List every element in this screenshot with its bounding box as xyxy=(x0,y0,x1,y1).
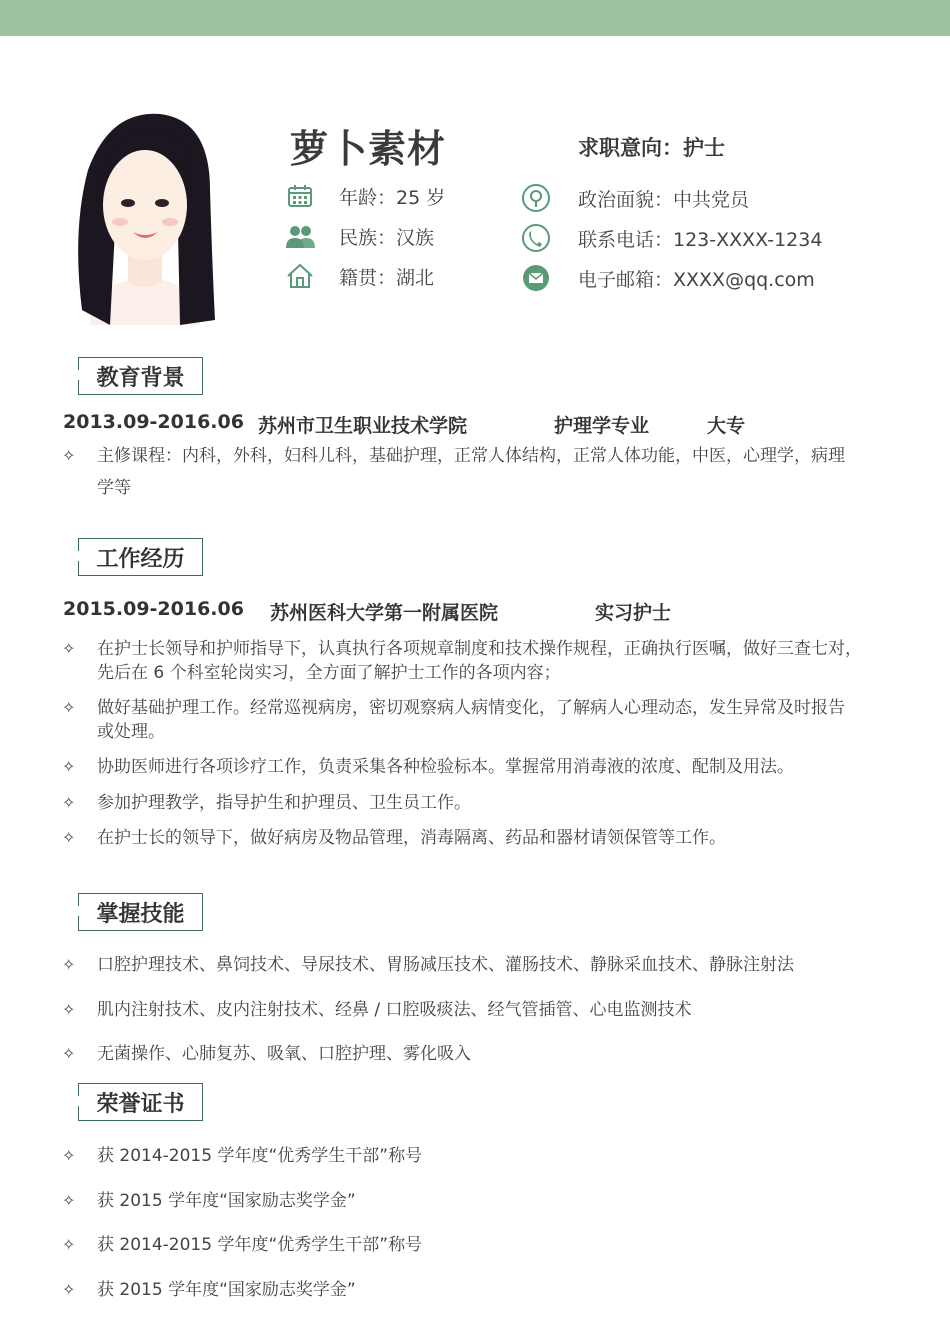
section-work: 工作经历 xyxy=(78,538,203,576)
section-honors: 荣誉证书 xyxy=(78,1083,203,1121)
work-item-line1: 做好基础护理工作。经常巡视病房，密切观察病人病情变化，了解病人心理动态，发生异常及时报告 xyxy=(97,698,845,718)
info-phone xyxy=(521,223,823,253)
list-item xyxy=(62,1233,922,1259)
candidate-name: 萝卜素材 xyxy=(290,127,447,171)
skill-item: 口腔护理技术、鼻饲技术、导尿技术、胃肠减压技术、灌肠技术、静脉采血技术、静脉注射法 xyxy=(97,955,794,975)
courses-line2: 学等 xyxy=(97,478,131,498)
list-item xyxy=(62,755,922,781)
work-item-line1: 在护士长的领导下，做好病房及物品管理，消毒隔离、药品和器材请领保管等工作。 xyxy=(97,828,726,848)
people-icon xyxy=(285,221,315,251)
honor-item: 获 2014-2015 学年度“优秀学生干部”称号 xyxy=(97,1235,423,1255)
bullet-icon: ✧ xyxy=(62,1000,76,1019)
edu-school: 苏州市卫生职业技术学院 xyxy=(258,415,468,437)
email-text: 电子邮箱：XXXX@qq.com xyxy=(578,268,815,291)
list-item xyxy=(62,826,922,852)
age-text: 年龄：25 岁 xyxy=(339,186,446,209)
bullet-icon: ✧ xyxy=(62,828,76,847)
list-item xyxy=(62,791,922,817)
section-skills: 掌握技能 xyxy=(78,893,203,931)
list-item xyxy=(62,1042,922,1068)
bullet-icon: ✧ xyxy=(62,793,76,812)
skill-item: 无菌操作、心肺复苏、吸氧、口腔护理、雾化吸入 xyxy=(97,1044,471,1064)
work-position: 实习护士 xyxy=(595,602,672,624)
work-item-line1: 在护士长领导和护师指导下，认真执行各项规章制度和技术操作规程，正确执行医嘱，做好三查七对， xyxy=(97,639,862,659)
info-ethnicity xyxy=(285,221,435,251)
info-age xyxy=(285,181,446,211)
location-icon xyxy=(521,183,551,213)
home-icon xyxy=(285,261,315,291)
honor-item: 获 2014-2015 学年度“优秀学生干部”称号 xyxy=(97,1146,423,1166)
hometown-text: 籍贯：湖北 xyxy=(339,266,435,289)
bullet-icon: ✧ xyxy=(62,757,76,776)
bullet-icon: ✧ xyxy=(62,1044,76,1063)
bullet-icon: ✧ xyxy=(62,446,76,465)
bullet-icon: ✧ xyxy=(62,698,76,717)
mail-icon xyxy=(521,263,551,293)
work-item-line2: 或处理。 xyxy=(97,722,165,742)
honor-item: 获 2015 学年度“国家励志奖学金” xyxy=(97,1191,356,1211)
bullet-icon: ✧ xyxy=(62,1280,76,1299)
info-email xyxy=(521,263,815,293)
info-political xyxy=(521,183,750,213)
list-item xyxy=(62,1189,922,1215)
honor-item: 获 2015 学年度“国家励志奖学金” xyxy=(97,1280,356,1300)
list-item xyxy=(62,953,922,979)
list-item xyxy=(62,696,922,746)
work-hospital: 苏州医科大学第一附属医院 xyxy=(270,602,499,624)
info-hometown xyxy=(285,261,435,291)
list-item xyxy=(62,998,922,1024)
top-accent-bar xyxy=(0,0,950,36)
calendar-icon xyxy=(285,181,315,211)
job-target: 求职意向：护士 xyxy=(578,136,725,160)
work-item-line1: 参加护理教学，指导护生和护理员、卫生员工作。 xyxy=(97,793,471,813)
ethnicity-text: 民族：汉族 xyxy=(339,226,435,249)
list-item xyxy=(62,1144,922,1170)
work-period: 2015.09-2016.06 xyxy=(63,598,244,620)
edu-major: 护理学专业 xyxy=(554,415,650,437)
bullet-icon: ✧ xyxy=(62,1146,76,1165)
section-education: 教育背景 xyxy=(78,357,203,395)
list-item xyxy=(62,444,902,504)
avatar xyxy=(70,110,220,325)
phone-icon xyxy=(521,223,551,253)
bullet-icon: ✧ xyxy=(62,639,76,658)
bullet-icon: ✧ xyxy=(62,1191,76,1210)
edu-period: 2013.09-2016.06 xyxy=(63,411,244,433)
bullet-icon: ✧ xyxy=(62,955,76,974)
edu-degree: 大专 xyxy=(707,415,746,437)
political-text: 政治面貌：中共党员 xyxy=(578,188,750,211)
skill-item: 肌内注射技术、皮内注射技术、经鼻 / 口腔吸痰法、经气管插管、心电监测技术 xyxy=(97,1000,692,1020)
list-item xyxy=(62,637,922,687)
work-item-line2: 先后在 6 个科室轮岗实习，全方面了解护士工作的各项内容； xyxy=(97,663,561,683)
phone-text: 联系电话：123-XXXX-1234 xyxy=(578,228,823,251)
list-item xyxy=(62,1278,922,1304)
work-item-line1: 协助医师进行各项诊疗工作，负责采集各种检验标本。掌握常用消毒液的浓度、配制及用法。 xyxy=(97,757,794,777)
courses-line1: 主修课程：内科，外科，妇科儿科，基础护理，正常人体结构，正常人体功能，中医，心理学，病理 xyxy=(97,446,845,466)
bullet-icon: ✧ xyxy=(62,1235,76,1254)
